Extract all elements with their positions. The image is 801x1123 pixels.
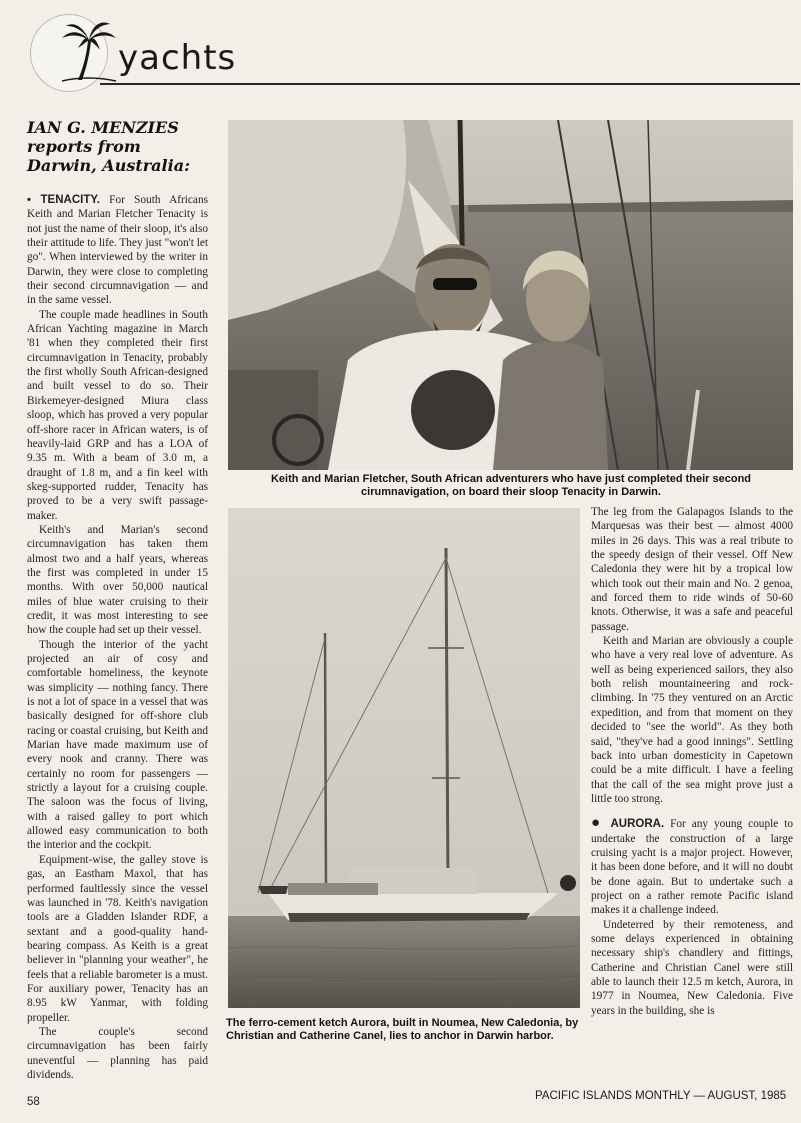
page-number: 58: [27, 1096, 40, 1108]
paragraph-text: For any young couple to undertake the construction of a large cruising yacht is a major project. However, it has been done before, and it will no doubt be done again. But to undertake such a project on a rather remote Pacific island makes it a challenge indeed.: [591, 818, 793, 917]
paragraph: The couple made headlines in South African Yachting magazine in March '81 when they completed their first circumnavigation in Tenacity, probably the first wholly South African-designed and built vessel to do so. Their Birkemeyer-designed Miura class sloop, which has proved a very popular off-shore racer in African waters, is of heavily-laid GRP and has a LOA of 9.35 m. With a beam of 3.0 m, a draught of 1.8 m, and a fin keel with skeg-supported rudder, Tenacity has proved to be a very swift passage-maker.: [27, 308, 208, 522]
header-rule: [100, 83, 800, 85]
caption-photo1: Keith and Marian Fletcher, South African adventurers who have just completed their second cirumnavigation, on board their sloop Tenacity in Darwin.: [270, 473, 752, 498]
paragraph: The couple's second circumnavigation has been fairly uneventful — planning has paid dividends.: [27, 1025, 208, 1081]
paragraph: [27, 193, 208, 308]
photo-aurora-ketch: [228, 508, 580, 1008]
paragraph: Though the interior of the yacht projected an air of cosy and comfortable homeliness, the keynote was simplicity — nothing fancy. There is not a lot of space in a vessel that was basically designed for off-shore club racing or coastal cruising, but Keith and Marian have made maximum use of every nook and cranny. There was certainly no room for passengers — strictly a layout for a cruising couple. The saloon was the focus of living, with a raised galley to port which allowed easy communication to both the interior and the cockpit.: [27, 638, 209, 852]
byline: IAN G. MENZIES reports from Darwin, Australia:: [27, 118, 190, 175]
photo-fletchers-on-sloop: [228, 120, 793, 470]
section-title: yachts: [118, 38, 237, 78]
right-column: [591, 505, 793, 1018]
paragraph: Equipment-wise, the galley stove is gas, an Eastham Maxol, that has performed faultlessly since the vessel was launched in '78. Keith's navigation tools are a Gladden Islander RDF, a sextant and a good-quality hand-bearing compass. As Keith is a great believer in "planning your weather", he feels that a reliable barometer is a must. For auxiliary power, Tenacity has an 8.95 kW Yanmar, with folding propeller.: [27, 853, 208, 1024]
paragraph: [591, 816, 793, 917]
paragraph: Keith and Marian are obviously a couple who have a very real love of adventure. As well as being experienced sailors, they also both relish mountaineering and rock-climbing. In '75 they ventured on an Arctic expedition, and from that moment on they decided to "see the world". As they both said, "they've had a good innings". Settling back into urban domesticity in Capetown could be a mite difficult. I have a feeling that the call of the sea might prove just a little too strong.: [591, 635, 793, 805]
lead-aurora: AURORA.: [610, 818, 665, 831]
palm-tree-icon: [58, 18, 118, 84]
caption-photo2: The ferro-cement ketch Aurora, built in Noumea, New Caledonia, by Christian and Catherine Canel, lies to anchor in Darwin harbor.: [226, 1017, 579, 1042]
bullet-icon: ●: [591, 814, 611, 832]
paragraph: The leg from the Galapagos Islands to the Marquesas was their best — almost 4000 miles in 26 days. This was a real tribute to the speedy design of their vessel. Off New Caledonia they were hit by a tropical low which took out their main and No. 2 genoa, and forced them to ride winds of 50-60 knots. Otherwise, it was a safe and peaceful passage.: [591, 506, 793, 633]
lead-tenacity: TENACITY.: [40, 194, 100, 206]
paragraph-text: For South Africans Keith and Marian Fletcher Tenacity is not just the name of their sloop, it's also their attitude to life. They just "won't let go". When interviewed by the writer in Darwin, they were close to completing their second circumnavigation — and in the same vessel.: [27, 194, 208, 307]
page-header: [0, 0, 801, 100]
bullet-icon: •: [27, 194, 41, 206]
paragraph: Keith's and Marian's second circumnavigation has taken them almost two and a half years, whereas the first was completed in under 15 months. With over 50,000 nautical miles of blue water cruising to their credit, it was most interesting to see how the couple had set up their vessel.: [27, 523, 208, 637]
left-column: [27, 118, 208, 1082]
publication-footer: PACIFIC ISLANDS MONTHLY — AUGUST, 1985: [535, 1090, 787, 1102]
paragraph: Undeterred by their remoteness, and some delays experienced in obtaining necessary ship's chandlery and fittings, Catherine and Christian Canel were still able to launch their 12.5 m ketch, Aurora, in 1977 in Noumea, New Caledonia. Five years in the building, she is: [591, 918, 793, 1017]
